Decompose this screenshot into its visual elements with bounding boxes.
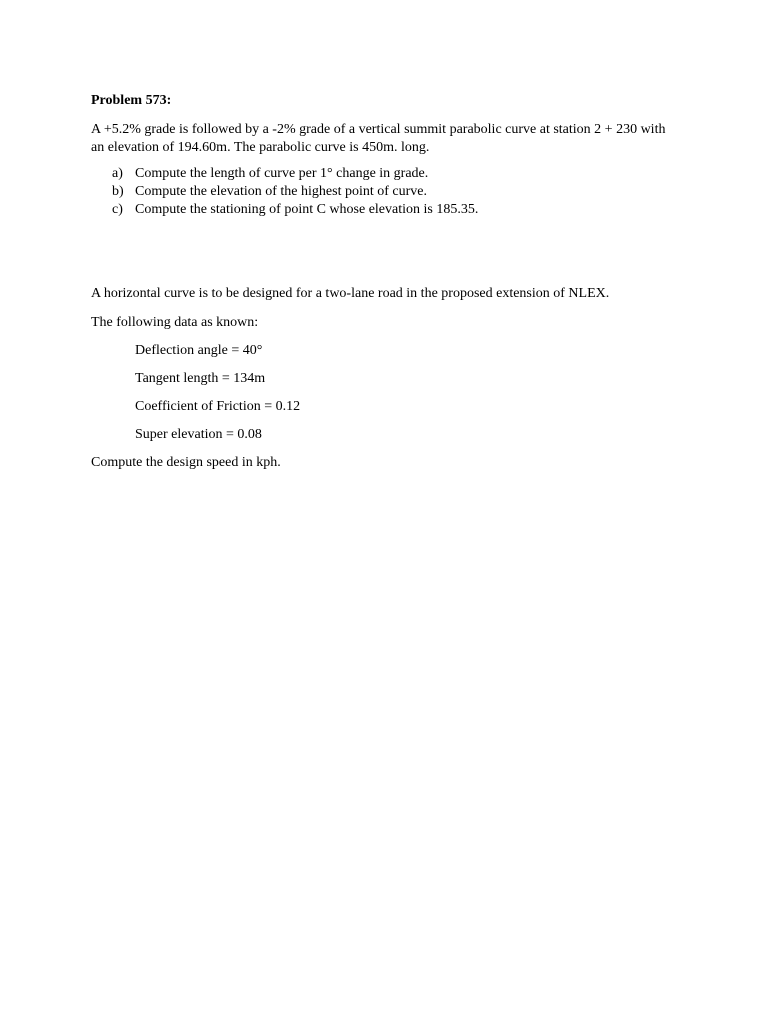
problem-title: Problem 573: bbox=[91, 93, 172, 108]
list-item bbox=[112, 165, 478, 183]
known-data-heading: The following data as known: bbox=[91, 315, 259, 330]
data-super-elevation: Super elevation = 0.08 bbox=[135, 427, 262, 442]
list-item-text: Compute the length of curve per 1° change in grade. bbox=[135, 166, 429, 181]
list-marker: c) bbox=[112, 202, 123, 217]
second-problem-question: Compute the design speed in kph. bbox=[91, 455, 281, 470]
list-marker: a) bbox=[112, 166, 123, 181]
data-friction-coefficient: Coefficient of Friction = 0.12 bbox=[135, 399, 301, 414]
list-item bbox=[112, 183, 478, 201]
data-tangent-length: Tangent length = 134m bbox=[135, 371, 266, 386]
list-item-text: Compute the elevation of the highest point of curve. bbox=[135, 184, 427, 199]
question-list bbox=[112, 165, 478, 219]
list-marker: b) bbox=[112, 184, 124, 199]
list-item-text: Compute the stationing of point C whose elevation is 185.35. bbox=[135, 202, 479, 217]
problem-statement: A +5.2% grade is followed by a -2% grade of a vertical summit parabolic curve at station 2 + 230 with an elevation of 194.60m. The parabolic curve is 450m. long. bbox=[91, 122, 666, 155]
list-item bbox=[112, 201, 478, 219]
second-problem-intro: A horizontal curve is to be designed for a two-lane road in the proposed extension of NLEX. bbox=[91, 286, 610, 301]
data-deflection-angle: Deflection angle = 40° bbox=[135, 343, 263, 358]
